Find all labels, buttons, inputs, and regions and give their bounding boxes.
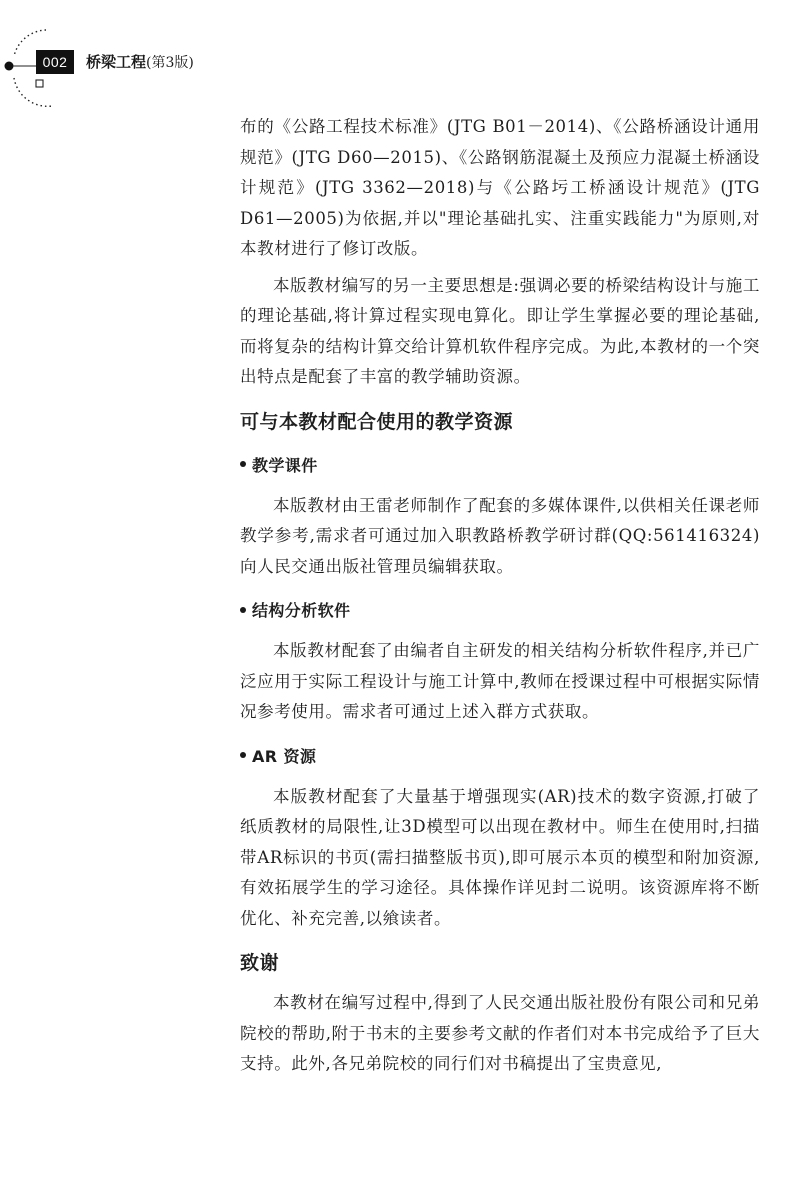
resource-text-ar: 本版教材配套了大量基于增强现实(AR)技术的数字资源,打破了纸质教材的局限性,让3D模型可以出现在教材中。师生在使用时,扫描带AR标识的书页(需扫描整版书页),即可展示本页的模型和附加资源,有效拓展学生的学习途径。具体操作详见封二说明。该资源库将不断优化、补充完善,以飨读者。 [240,786,760,928]
resource-text-software: 本版教材配套了由编者自主研发的相关结构分析软件程序,并已广泛应用于实际工程设计与施工计算中,教师在授课过程中可根据实际情况参考使用。需求者可通过上述入群方式获取。 [240,641,760,721]
thanks-paragraph: 本教材在编写过程中,得到了人民交通出版社股份有限公司和兄弟院校的帮助,附于书末的主要参考文献的作者们对本书完成给予了巨大支持。此外,各兄弟院校的同行们对书稿提出了宝贵意见, [240,993,760,1073]
thanks-section-title: 致谢 [240,952,280,974]
page-header [0,0,790,110]
intro-paragraph-main-idea: 本版教材编写的另一主要思想是:强调必要的桥梁结构设计与施工的理论基础,将计算过程实现电算化。即让学生掌握必要的理论基础,而将复杂的结构计算交给计算机软件程序完成。为此,本教材的一个突出特点是配套了丰富的教学辅助资源。 [240,275,760,386]
resource-heading-ar: AR 资源 [240,742,760,772]
page-number: 002 [36,50,74,74]
resource-heading-software: 结构分析软件 [240,596,760,626]
resource-text-courseware: 本版教材由王雷老师制作了配套的多媒体课件,以供相关任课老师教学参考,需求者可通过加入职教路桥教学研讨群(QQ:561416324)向人民交通出版社管理员编辑获取。 [240,495,760,576]
page-content [240,112,760,1080]
running-head [86,50,194,74]
resource-heading-courseware: 教学课件 [240,451,760,481]
intro-paragraph-continued: 布的《公路工程技术标准》(JTG B01－2014)、《公路桥涵设计通用规范》(JTG D60—2015)、《公路钢筋混凝土及预应力混凝土桥涵设计规范》(JTG 3362—2018)与《公路圬工桥涵设计规范》(JTG D61—2005)为依据,并以"理论基础扎实、注重实践能力"为原则,对本教材进行了修订改版。 [240,117,760,258]
bullet-icon [240,752,246,758]
resources-section-title: 可与本教材配合使用的教学资源 [240,410,514,433]
book-title: 桥梁工程 [86,53,147,71]
bullet-icon [240,607,246,613]
bullet-icon [240,461,246,467]
book-edition: (第3版) [146,55,194,71]
